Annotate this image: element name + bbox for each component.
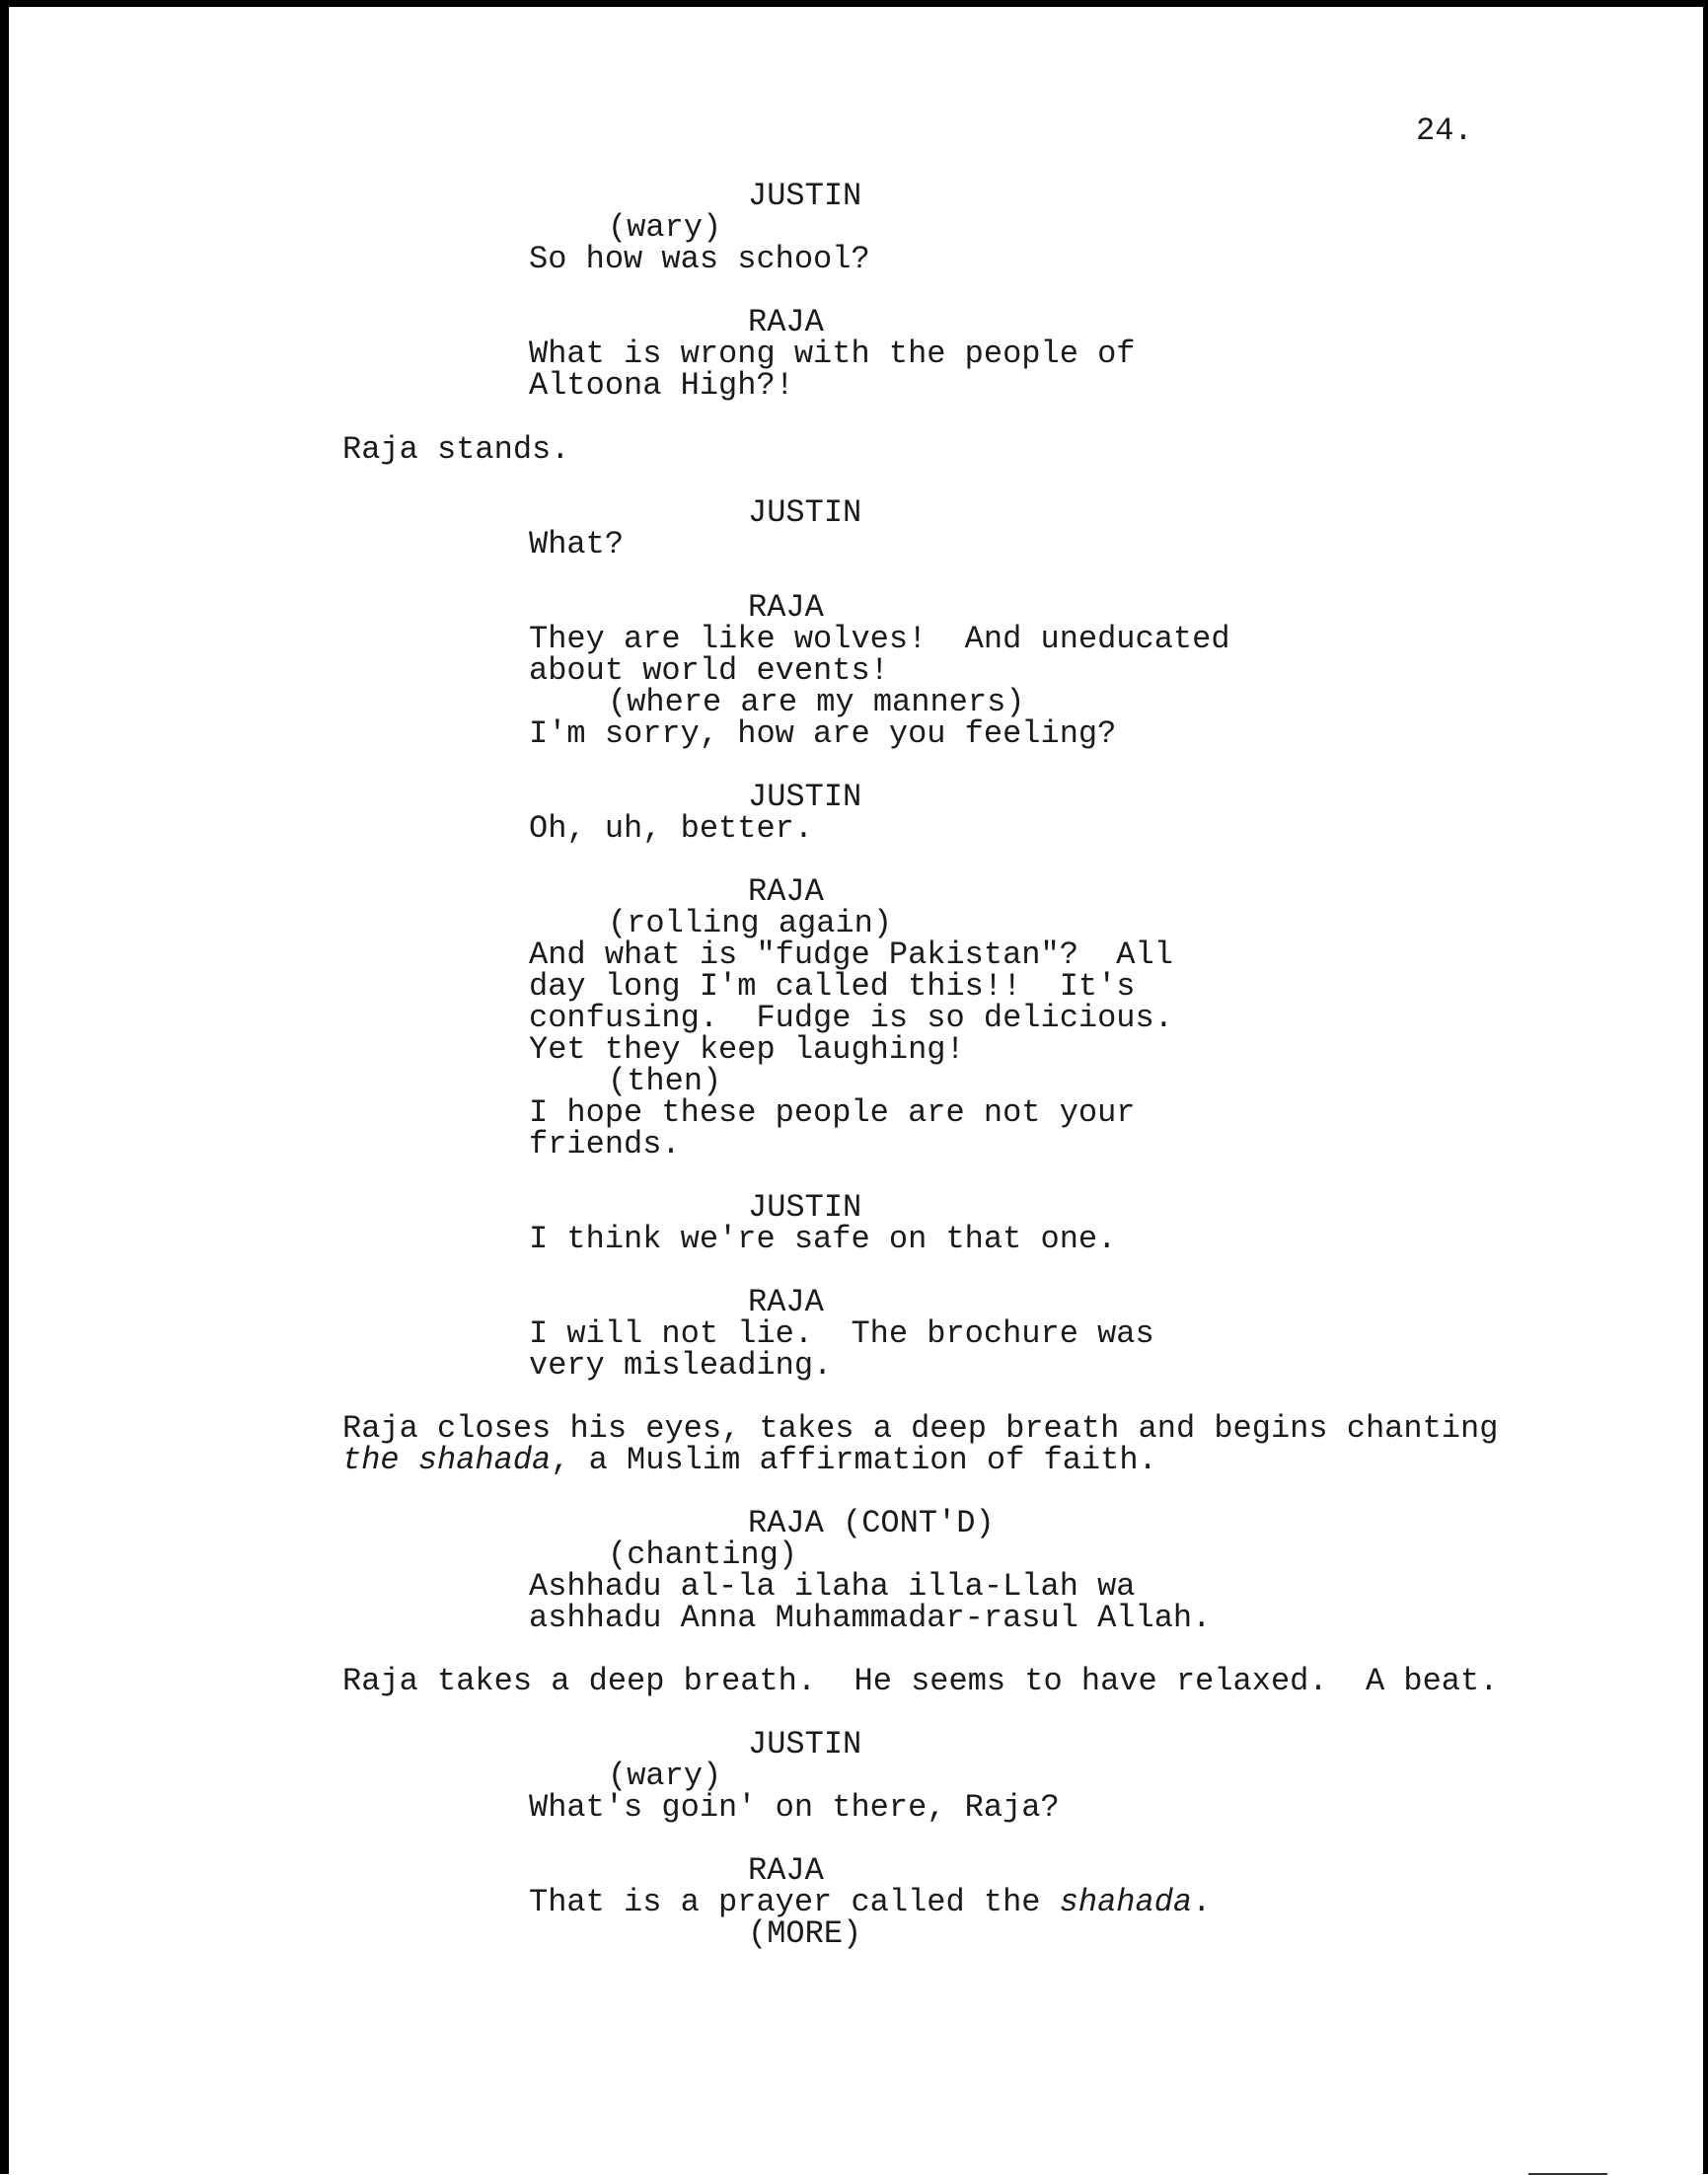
italic-term: shahada bbox=[1059, 1884, 1193, 1920]
parenthetical: (rolling again) bbox=[608, 905, 893, 941]
character-cue: RAJA bbox=[748, 873, 824, 910]
dialogue-line: about world events! bbox=[529, 652, 889, 689]
dialogue-line: What is wrong with the people of bbox=[529, 336, 1136, 372]
dialogue-line: friends. bbox=[529, 1126, 681, 1162]
dialogue-line: ashhadu Anna Muhammadar-rasul Allah. bbox=[529, 1600, 1212, 1636]
dialogue-line: Yet they keep laughing! bbox=[529, 1031, 965, 1068]
dialogue-line: What? bbox=[529, 526, 625, 562]
dialogue-line: confusing. Fudge is so delicious. bbox=[529, 1000, 1173, 1036]
action-line-mixed bbox=[342, 1442, 1157, 1478]
character-cue: JUSTIN bbox=[748, 1726, 862, 1762]
parenthetical: (where are my manners) bbox=[608, 684, 1025, 720]
action-line: Raja takes a deep breath. He seems to have relaxed. A beat. bbox=[342, 1663, 1499, 1699]
dialogue-line-mixed bbox=[529, 1884, 1212, 1920]
dialogue-text: . bbox=[1192, 1884, 1212, 1920]
action-line: Raja stands. bbox=[342, 431, 570, 468]
action-text: , a Muslim affirmation of faith. bbox=[551, 1442, 1157, 1478]
character-cue: JUSTIN bbox=[748, 178, 862, 214]
dialogue-text: That is a prayer called the bbox=[529, 1884, 1060, 1920]
dialogue-line: Altoona High?! bbox=[529, 367, 794, 404]
more-marker: (MORE) bbox=[748, 1915, 862, 1952]
dialogue-line: Oh, uh, better. bbox=[529, 810, 814, 847]
character-cue: RAJA bbox=[748, 1852, 824, 1889]
dialogue-line: And what is "fudge Pakistan"? All bbox=[529, 937, 1173, 973]
character-cue: RAJA bbox=[748, 1284, 824, 1320]
dialogue-line: So how was school? bbox=[529, 241, 870, 277]
action-line: Raja closes his eyes, takes a deep breath and begins chanting bbox=[342, 1410, 1499, 1447]
dialogue-line: Ashhadu al-la ilaha illa-Llah wa bbox=[529, 1568, 1136, 1605]
dialogue-line: day long I'm called this!! It's bbox=[529, 968, 1136, 1005]
dialogue-line: very misleading. bbox=[529, 1347, 833, 1384]
dialogue-line: I will not lie. The brochure was bbox=[529, 1315, 1154, 1352]
character-cue: RAJA (CONT'D) bbox=[748, 1505, 995, 1541]
character-cue: RAJA bbox=[748, 589, 824, 626]
parenthetical: (wary) bbox=[608, 209, 722, 246]
dialogue-line: They are like wolves! And uneducated bbox=[529, 621, 1230, 657]
page-number: 24. bbox=[1416, 112, 1473, 149]
dialogue-line: I hope these people are not your bbox=[529, 1094, 1136, 1131]
character-cue: JUSTIN bbox=[748, 779, 862, 815]
italic-term: the shahada bbox=[342, 1442, 552, 1478]
parenthetical: (chanting) bbox=[608, 1537, 798, 1573]
character-cue: JUSTIN bbox=[748, 1189, 862, 1226]
parenthetical: (then) bbox=[608, 1063, 722, 1099]
parenthetical: (wary) bbox=[608, 1758, 722, 1794]
dialogue-line: I'm sorry, how are you feeling? bbox=[529, 715, 1117, 752]
character-cue: RAJA bbox=[748, 304, 824, 340]
character-cue: JUSTIN bbox=[748, 494, 862, 531]
dialogue-line: What's goin' on there, Raja? bbox=[529, 1789, 1060, 1826]
dialogue-line: I think we're safe on that one. bbox=[529, 1221, 1117, 1257]
